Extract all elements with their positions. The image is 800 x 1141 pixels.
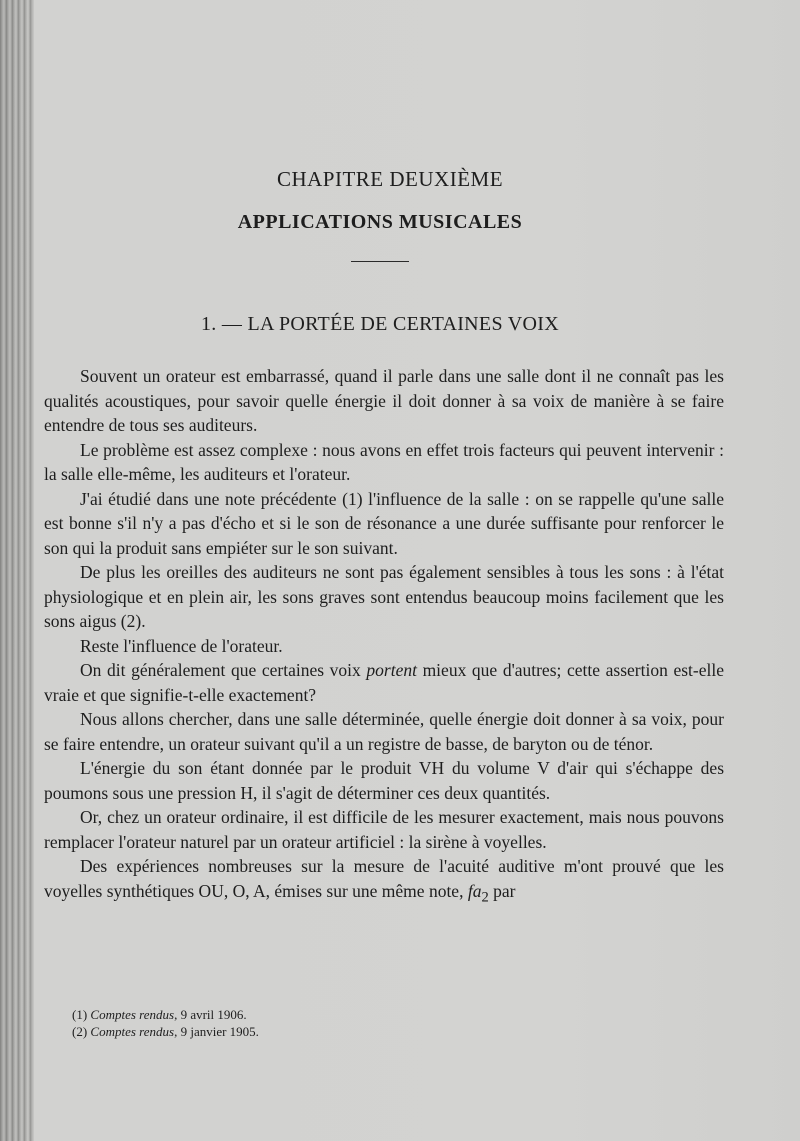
text-run: Des expériences nombreuses sur la mesure de l'acuité auditive m'ont prouvé que les voyelles synthétiques OU, O, A, émises sur une même note, — [44, 856, 724, 901]
text-run: par — [488, 880, 516, 901]
paragraph: Souvent un orateur est embarrassé, quand il parle dans une salle dont il ne connaît pas les qualités acoustiques, pour savoir quelle énergie il doit donner à sa voix de manière à se faire entendre de tous ses auditeurs. — [44, 366, 724, 435]
paragraph: L'énergie du son étant donnée par le produit VH du volume V d'air qui s'échappe des poumons sous une pression H, il s'agit de déterminer ces deux quantités. — [44, 758, 724, 803]
footnotes — [72, 1006, 712, 1040]
text-run: On dit généralement que certaines voix — [80, 660, 367, 680]
paragraph: J'ai étudié dans une note précédente (1) l'influence de la salle : on se rappelle qu'une salle est bonne s'il n'y a pas d'écho et si le son de résonance a une durée suffisante pour renforcer le son qui la produit sans empiéter sur le son suivant. — [44, 488, 724, 558]
paragraph: Reste l'influence de l'orateur. — [80, 635, 283, 656]
chapter-title: CHAPITRE DEUXIÈME — [276, 167, 504, 191]
footnote — [72, 1006, 712, 1023]
paragraph: Le problème est assez complexe : nous avons en effet trois facteurs qui peuvent intervenir : la salle elle-même, les auditeurs et l'orateur. — [44, 439, 724, 484]
footnote-number: (1) — [72, 1007, 88, 1022]
body-text — [44, 364, 724, 910]
italic-term: portent — [366, 660, 417, 680]
paragraph — [44, 854, 724, 910]
note-octave: 2 — [481, 889, 489, 905]
musical-note: fa — [467, 880, 482, 901]
paragraph: De plus les oreilles des auditeurs ne sont pas également sensibles à tous les sons : à l'état physiologique et en plein air, les sons graves sont entendus beaucoup moins facilement que les sons aigus (2). — [44, 562, 724, 631]
footnote-date: , 9 janvier 1905. — [174, 1024, 259, 1039]
footnote-date: , 9 avril 1906. — [174, 1007, 247, 1022]
section-title: 1. — LA PORTÉE DE CERTAINES VOIX — [201, 313, 559, 335]
text-run: mieux que d'autres; cette assertion est-elle vraie et que signifie-t-elle exactement? — [44, 660, 724, 705]
title-divider — [351, 261, 409, 262]
footnote — [72, 1023, 712, 1040]
paragraph: Nous allons chercher, dans une salle déterminée, quelle énergie doit donner à sa voix, pour se faire entendre, un orateur suivant qu'il a un registre de basse, de baryton ou de ténor. — [44, 709, 724, 754]
chapter-subtitle: APPLICATIONS MUSICALES — [237, 211, 523, 233]
footnote-source: Comptes rendus — [90, 1007, 175, 1022]
paragraph — [44, 658, 724, 707]
paragraph: Or, chez un orateur ordinaire, il est difficile de les mesurer exactement, mais nous pouvons remplacer l'orateur naturel par un orateur artificiel : la sirène à voyelles. — [44, 807, 724, 852]
footnote-source: Comptes rendus — [90, 1024, 175, 1039]
footnote-number: (2) — [72, 1024, 88, 1039]
